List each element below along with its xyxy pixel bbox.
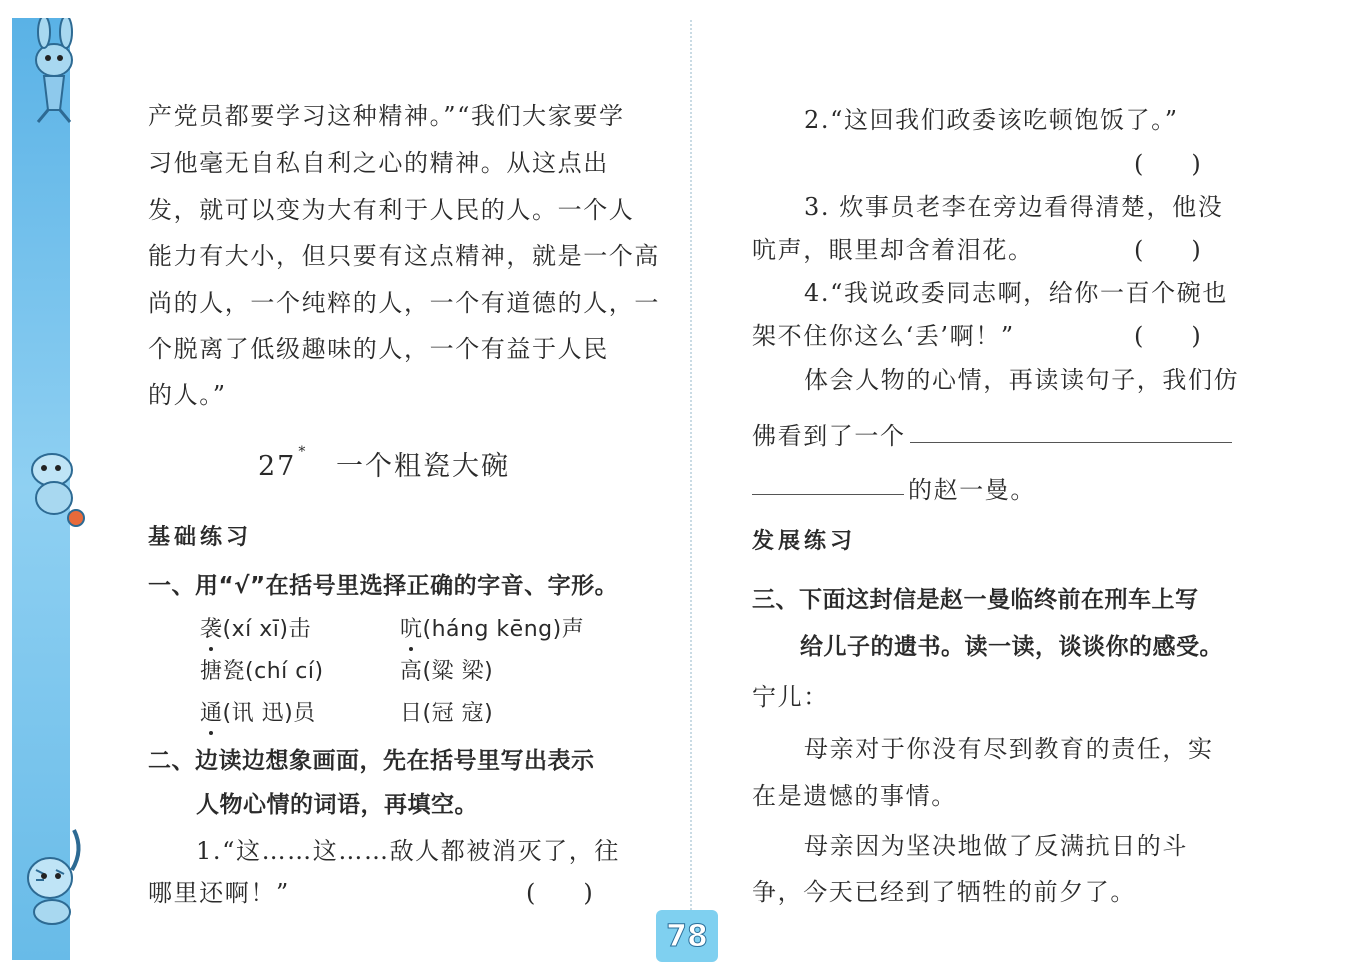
quote-line-7: 的人。” [148, 381, 227, 409]
letter-line-3: 母亲因为坚决地做了反满抗日的斗 [804, 832, 1188, 860]
q2-sentence-4-line-1: 4.“我说政委同志啊，给你一百个碗也 [804, 279, 1228, 307]
q1-item-3 [200, 654, 324, 685]
quote-line-3: 发，就可以变为大有利于人民的人。一个人 [148, 196, 635, 224]
q1-item-3-rest: 瓷(chí cí) [222, 659, 324, 684]
q1-item-4-char: 高 [400, 659, 423, 684]
fill-instruction-line-3: 的赵一曼。 [908, 476, 1036, 504]
letter-line-1: 母亲对于你没有尽到教育的责任，实 [804, 735, 1214, 763]
q2-sentence-4-line-2: 架不住你这么‘丢’啊！” [752, 322, 1015, 350]
lesson-title [258, 444, 510, 483]
letter-salutation: 宁儿： [752, 683, 829, 711]
page-number: 78 [656, 910, 718, 962]
letter-line-4: 争，今天已经到了牺牲的前夕了。 [752, 878, 1136, 906]
q2-sentence-3-line-2: 吭声，眼里却含着泪花。 [752, 236, 1034, 264]
question-2-title-line-2: 人物心情的词语，再填空。 [196, 792, 478, 818]
q1-item-5-rest: (讯 迅)员 [222, 701, 316, 726]
q2-answer-paren-3[interactable]: ( ) [1134, 236, 1201, 264]
q1-item-1 [200, 612, 311, 643]
q2-answer-paren-1[interactable]: ( ) [526, 879, 593, 907]
q1-item-6-rest: (冠 寇) [422, 701, 494, 726]
q1-item-1-rest: (xí xī)击 [222, 617, 311, 642]
q2-sentence-1-line-2: 哪里还啊！” [148, 879, 290, 907]
section-develop-heading: 发展练习 [752, 529, 857, 554]
q1-item-4 [400, 654, 493, 685]
question-2-title-line-1: 二、边读边想象画面，先在括号里写出表示 [148, 748, 595, 774]
q1-item-1-char: 袭 [200, 612, 223, 643]
quote-line-6: 个脱离了低级趣味的人，一个有益于人民 [148, 335, 609, 363]
quote-line-4: 能力有大小，但只要有这点精神，就是一个高 [148, 242, 660, 270]
q1-item-6 [400, 696, 493, 727]
page-divider [690, 20, 692, 950]
q1-item-5 [200, 696, 316, 727]
lesson-number: 27 [258, 451, 297, 482]
quote-line-2: 习他毫无自私自利之心的精神。从这点出 [148, 149, 609, 177]
quote-line-5: 尚的人，一个纯粹的人，一个有道德的人，一 [148, 289, 660, 317]
question-1-title: 一、用“√”在括号里选择正确的字音、字形。 [148, 573, 619, 599]
letter-line-2: 在是遗憾的事情。 [752, 782, 957, 810]
quote-line-1: 产党员都要学习这种精神。”“我们大家要学 [148, 102, 625, 130]
question-3-title-line-1: 三、下面这封信是赵一曼临终前在刑车上写 [752, 587, 1199, 613]
lesson-name: 一个粗瓷大碗 [335, 451, 510, 482]
raccoon-mascot-icon [14, 440, 94, 530]
q1-item-2-char: 吭 [400, 612, 423, 643]
fill-blank-1[interactable] [910, 442, 1232, 443]
question-3-title-line-2: 给儿子的遗书。读一读，谈谈你的感受。 [800, 634, 1223, 660]
fill-instruction-line-2: 佛看到了一个 [752, 422, 906, 450]
q1-item-6-char: 日 [400, 701, 423, 726]
q2-answer-paren-4[interactable]: ( ) [1134, 322, 1201, 350]
section-basic-heading: 基础练习 [148, 525, 253, 550]
rabbit-mascot-icon [14, 18, 94, 128]
q2-answer-paren-2[interactable]: ( ) [1134, 150, 1201, 178]
lesson-star: * [298, 444, 308, 460]
q2-sentence-2: 2.“这回我们政委该吃顿饱饭了。” [804, 106, 1179, 134]
q1-item-2 [400, 612, 584, 643]
fill-blank-2[interactable] [752, 494, 904, 495]
q2-sentence-3-line-1: 3. 炊事员老李在旁边看得清楚，他没 [804, 193, 1224, 221]
q2-sentence-1-line-1: 1.“这……这……敌人都被消灭了，往 [196, 837, 620, 865]
q1-item-2-rest: (háng kēng)声 [422, 617, 585, 642]
fill-instruction-line-1: 体会人物的心情，再读读句子，我们仿 [804, 366, 1240, 394]
q1-item-4-rest: (粱 梁) [422, 659, 494, 684]
q1-item-3-char: 搪 [200, 659, 223, 684]
q1-item-5-char: 通 [200, 696, 223, 727]
tiger-mascot-icon [14, 820, 94, 930]
